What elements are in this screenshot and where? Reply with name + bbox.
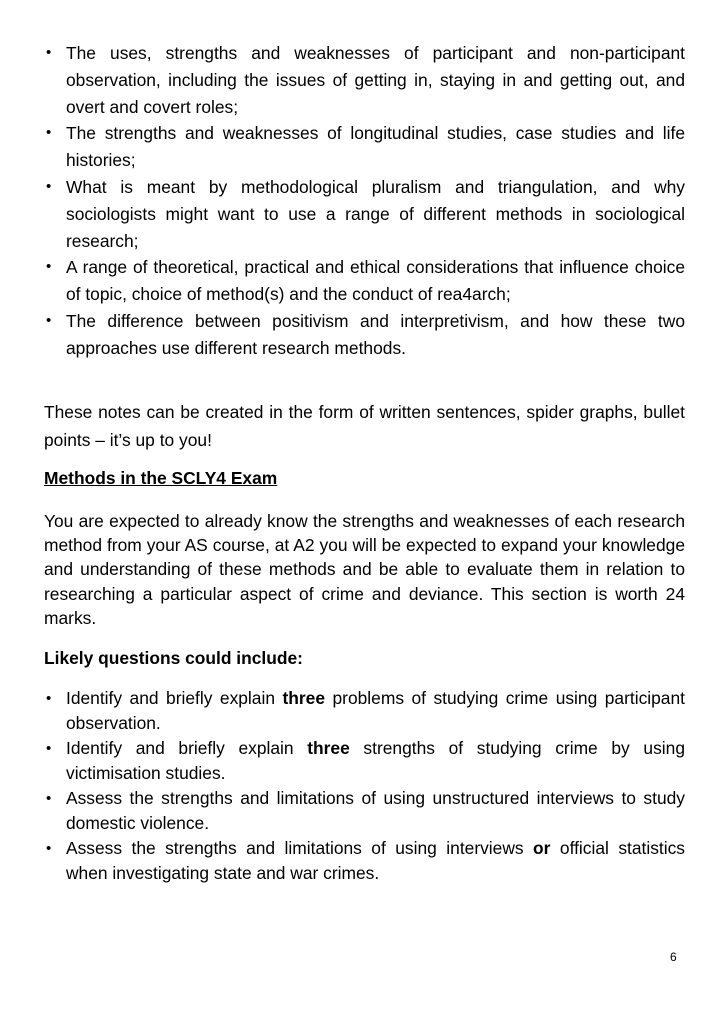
- question-text-end: official statistics when investigating state and war crimes.: [66, 838, 685, 883]
- question-text: Assess the strengths and limitations of using unstructured interviews to study domestic violence.: [66, 788, 685, 833]
- topic-bullet-list: [44, 40, 685, 362]
- page-number: 6: [670, 950, 677, 964]
- bullet-icon: •: [46, 790, 52, 807]
- list-item: [44, 836, 685, 886]
- question-emphasis: three: [282, 688, 326, 708]
- bullet-icon: •: [46, 44, 52, 61]
- methods-heading: Methods in the SCLY4 Exam: [44, 468, 278, 488]
- list-item-text: The strengths and weaknesses of longitudinal studies, case studies and life histories;: [66, 123, 685, 171]
- bullet-icon: •: [46, 690, 52, 707]
- list-item: [44, 736, 685, 786]
- list-item: [44, 686, 685, 736]
- list-item: [44, 254, 685, 308]
- list-item-text: The difference between positivism and interpretivism, and how these two approaches use different research methods.: [66, 310, 685, 358]
- bullet-icon: •: [46, 124, 52, 142]
- notes-paragraph: These notes can be created in the form of written sentences, spider graphs, bullet points – it’s up to you!: [44, 402, 685, 450]
- question-text-end: problems of studying crime using participant observation.: [66, 688, 685, 733]
- list-item-text: What is meant by methodological pluralism and triangulation, and why sociologists might want to use a range of different methods in sociological research;: [66, 176, 685, 251]
- question-text: Identify and briefly explain: [66, 688, 283, 708]
- bullet-icon: •: [46, 177, 52, 195]
- question-emphasis: three: [307, 738, 350, 758]
- bullet-icon: •: [46, 740, 52, 757]
- list-item: [44, 308, 685, 362]
- list-item: [44, 174, 685, 254]
- list-item-text: The uses, strengths and weaknesses of participant and non-participant observation, including the issues of getting in, staying in and getting out, and overt and covert roles;: [66, 43, 685, 117]
- bullet-icon: •: [46, 311, 52, 329]
- list-item-text: A range of theoretical, practical and ethical considerations that influence choice of topic, choice of method(s) and the conduct of rea4arch;: [66, 257, 685, 305]
- question-text: Assess the strengths and limitations of using interviews: [66, 838, 534, 858]
- list-item: [44, 120, 685, 174]
- likely-questions-heading: Likely questions could include:: [44, 648, 303, 668]
- question-emphasis: or: [533, 838, 551, 858]
- methods-paragraph: You are expected to already know the strengths and weaknesses of each research method from your AS course, at A2 you will be expected to expand your knowledge and understanding of these methods and be able to evaluate them in relation to researching a particular aspect of crime and deviance. This section is worth 24 marks.: [44, 511, 685, 628]
- question-text: Identify and briefly explain: [66, 738, 308, 758]
- question-text-end: strengths of studying crime by using victimisation studies.: [66, 738, 685, 783]
- list-item: [44, 786, 685, 836]
- list-item: [44, 40, 685, 120]
- bullet-icon: •: [46, 840, 52, 857]
- questions-bullet-list: [44, 686, 685, 886]
- bullet-icon: •: [46, 258, 52, 276]
